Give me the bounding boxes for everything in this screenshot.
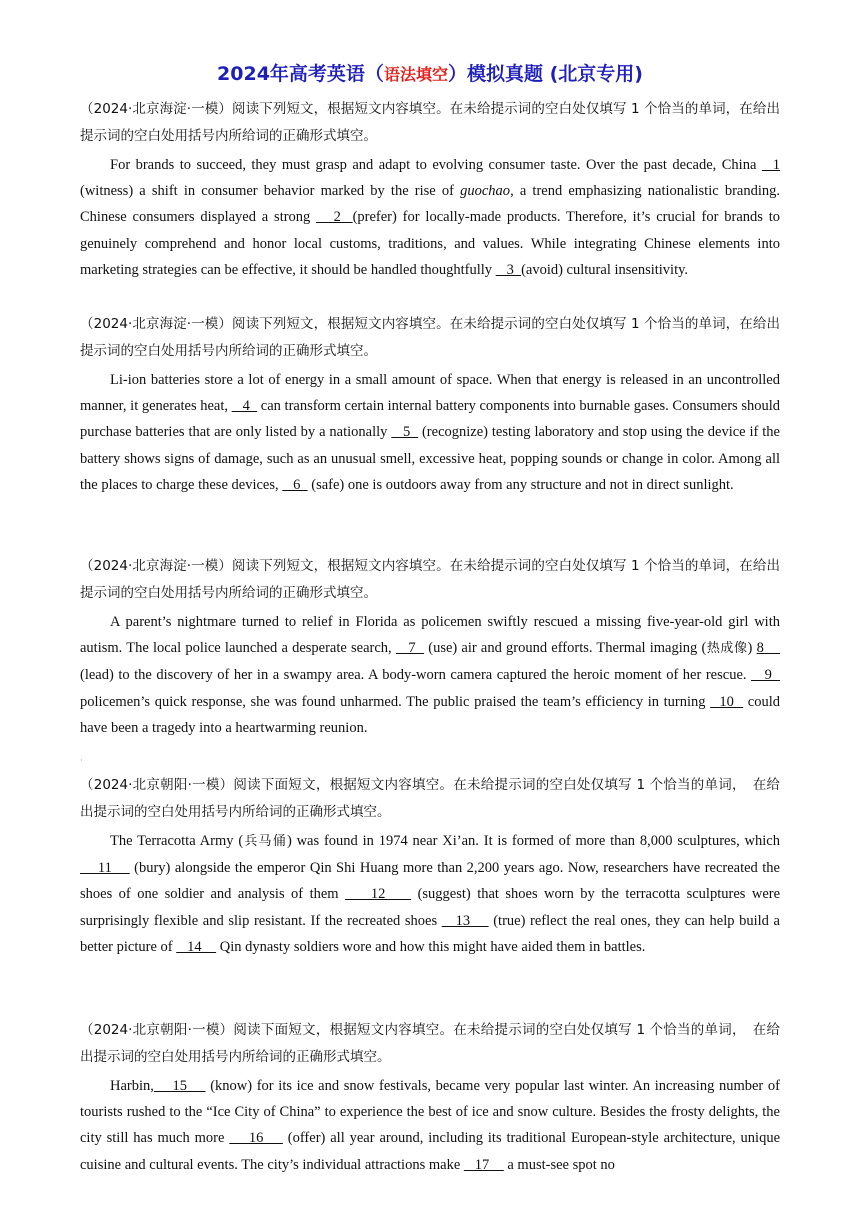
- answer-blank[interactable]: 10: [710, 693, 744, 710]
- title-part1: 2024年高考英语（: [217, 63, 384, 85]
- answer-blank[interactable]: 5: [391, 424, 419, 441]
- exercise-section-3: [80, 553, 780, 741]
- answer-blank[interactable]: 6: [282, 476, 308, 493]
- answer-blank[interactable]: 7: [395, 640, 425, 657]
- answer-blank[interactable]: 13: [441, 912, 489, 929]
- passage-text: , a trend emphasizing nationalistic branding. Chinese consumers displayed a strong: [80, 183, 780, 226]
- passage-text: a must-see spot no: [503, 1156, 615, 1173]
- answer-blank[interactable]: 1: [761, 157, 781, 173]
- passage-text: (lead) to the discovery of her in a swampy area. A body-worn camera captured the heroic moment of her rescue.: [80, 667, 752, 684]
- section-passage: [80, 1073, 780, 1178]
- section-passage: [80, 609, 780, 741]
- exercise-section-1: [80, 96, 780, 283]
- title-highlight: 语法填空: [383, 65, 448, 84]
- answer-blank[interactable]: 12: [345, 886, 412, 903]
- answer-blank[interactable]: 3: [495, 261, 522, 278]
- section-passage: [80, 828, 780, 960]
- passage-text: (suggest) that shoes worn by the terracotta sculptures were surprisingly flexible and slip resistant. If the recreated shoes: [80, 886, 781, 929]
- stray-mark: ·: [80, 756, 83, 765]
- passage-text: (use) air and ground efforts. Thermal imaging (: [424, 640, 707, 657]
- answer-blank[interactable]: 17: [463, 1156, 504, 1173]
- section-passage: [80, 152, 780, 283]
- section-passage: [80, 367, 780, 498]
- passage-text: The Terracotta Army (: [110, 833, 244, 849]
- exercise-section-4: [80, 772, 780, 960]
- passage-text: policemen’s quick response, she was found unharmed. The public praised the team’s efficiency in turning: [80, 693, 711, 710]
- passage-text: (avoid) cultural insensitivity.: [521, 261, 689, 278]
- section-instruction: （2024·北京海淀·一模）阅读下列短文，根据短文内容填空。在未给提示词的空白处仅填写 1 个恰当的单词，在给出提示词的空白处用括号内所给词的正确形式填空。: [80, 558, 780, 601]
- passage-text: (safe) one is outdoors away from any structure and not in direct sunlight.: [307, 476, 734, 493]
- passage-text: (recognize) testing laboratory and stop using the device if the battery shows signs of damage, such as an unusual smell, excessive heat, popping sounds or change in color. Among all the places to charge these devices,: [80, 424, 780, 493]
- section-instruction: （2024·北京海淀·一模）阅读下列短文，根据短文内容填空。在未给提示词的空白处仅填写 1 个恰当的单词，在给出提示词的空白处用括号内所给词的正确形式填空。: [80, 316, 780, 359]
- passage-text: Li-ion batteries store a lot of energy in a small amount of space. When that energy is released in an uncontrolled manner, it generates heat,: [80, 372, 780, 415]
- title-part3: ）模拟真题 (北京专用): [447, 63, 643, 85]
- passage-text: A parent’s nightmare turned to relief in Florida as policemen swiftly rescued a missing five-year-old girl with autism. The local police launched a desperate search,: [80, 614, 780, 657]
- passage-text: Harbin,: [110, 1078, 154, 1094]
- passage-text: For brands to succeed, they must grasp and adapt to evolving consumer taste. Over the past decade, China: [110, 157, 762, 173]
- passage-text: Qin dynasty soldiers wore and how this might have aided them in battles.: [216, 938, 646, 955]
- answer-blank[interactable]: 4: [231, 398, 258, 415]
- passage-text: (prefer) for locally-made products. Therefore, it’s crucial for brands to genuinely comprehend and honor local customs, traditions, and values. While integrating Chinese elements into marketing strategies can be effective, it should be handled thoughtfully: [80, 209, 781, 278]
- page-title: [0, 60, 860, 89]
- italic-term: guochao: [460, 183, 511, 200]
- section-instruction: （2024·北京海淀·一模）阅读下列短文，根据短文内容填空。在未给提示词的空白处仅填写 1 个恰当的单词，在给出提示词的空白处用括号内所给词的正确形式填空。: [80, 101, 780, 144]
- passage-text: ) was found in 1974 near Xi’an. It is formed of more than 8,000 sculptures, which: [286, 833, 780, 849]
- answer-blank[interactable]: 9: [751, 667, 781, 684]
- exercise-section-2: [80, 311, 780, 498]
- exercise-section-5: [80, 1017, 780, 1178]
- passage-text: could have been a tragedy into a heartwarming reunion.: [80, 693, 780, 736]
- chinese-gloss: 兵马俑: [243, 834, 287, 849]
- passage-text: can transform certain internal battery components into burnable gases. Consumers should purchase batteries that are only listed by a nationally: [80, 398, 780, 441]
- answer-blank[interactable]: 8: [756, 640, 781, 657]
- section-instruction: （2024·北京朝阳·一模）阅读下面短文，根据短文内容填空。在未给提示词的空白处仅填写 1 个恰当的单词， 在给出提示词的空白处用括号内所给词的正确形式填空。: [80, 1022, 780, 1065]
- passage-text: (witness) a shift in consumer behavior marked by the rise of: [80, 183, 461, 200]
- section-instruction: （2024·北京朝阳·一模）阅读下面短文，根据短文内容填空。在未给提示词的空白处仅填写 1 个恰当的单词， 在给出提示词的空白处用括号内所给词的正确形式填空。: [80, 777, 780, 820]
- answer-blank[interactable]: 14: [176, 938, 217, 955]
- passage-text: (bury) alongside the emperor Qin Shi Huang more than 2,200 years ago. Now, researchers have recreated the shoes of one soldier and analysis of them: [80, 860, 780, 903]
- answer-blank[interactable]: 15: [153, 1078, 206, 1094]
- answer-blank[interactable]: 16: [229, 1130, 283, 1147]
- passage-text: ): [747, 640, 757, 657]
- answer-blank[interactable]: 11: [80, 860, 130, 877]
- passage-text: (know) for its ice and snow festivals, became very popular last winter. An increasing number of tourists rushed to the “Ice City of China” to experience the best of ice and snow culture. Besides the frosty delights, the city still has much more: [80, 1078, 780, 1147]
- passage-text: (true) reflect the real ones, they can help build a better picture of: [80, 912, 780, 955]
- passage-text: (offer) all year around, including its traditional European-style architecture, unique cuisine and cultural events. The city’s individual attractions make: [80, 1130, 781, 1173]
- chinese-gloss: 热成像: [706, 641, 748, 657]
- answer-blank[interactable]: 2: [316, 209, 353, 226]
